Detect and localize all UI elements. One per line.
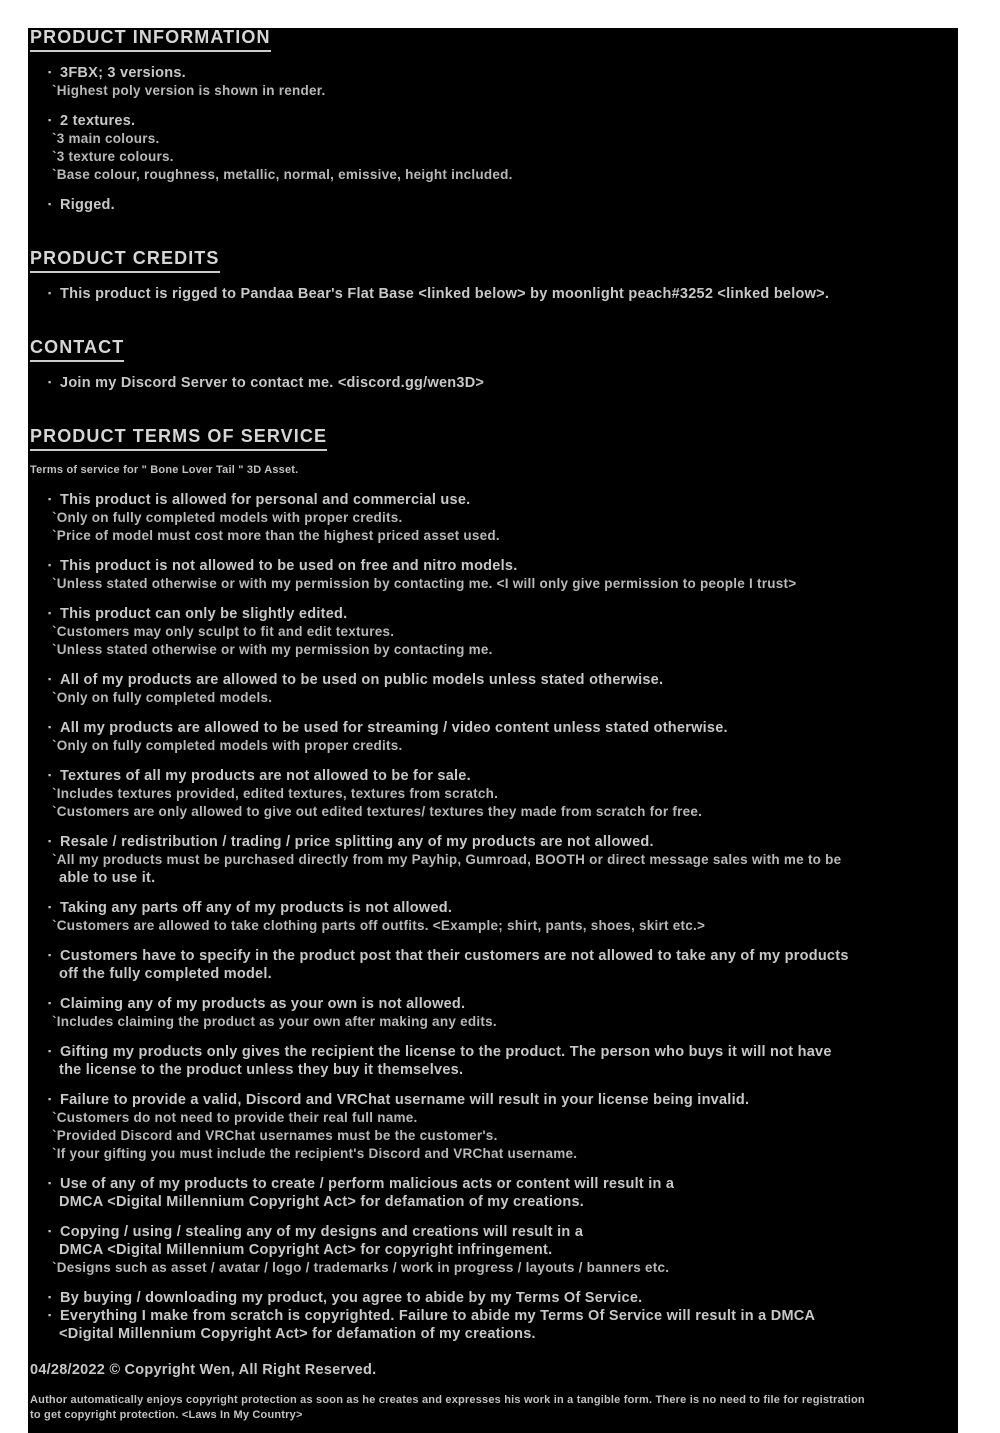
bullet-line: [28, 767, 958, 785]
line-group: [28, 833, 958, 887]
sub-line-text: `Only on fully completed models with proper credits.: [52, 510, 403, 525]
sub-line: [28, 641, 958, 659]
bullet-icon: ▪: [48, 1310, 52, 1320]
continuation-line-text: <Digital Millennium Copyright Act> for defamation of my creations.: [59, 1326, 536, 1342]
bullet-line-text: Join my Discord Server to contact me. <discord.gg/wen3D>: [60, 375, 485, 391]
section-heading: CONTACT: [30, 337, 124, 362]
bullet-line-text: Rigged.: [60, 197, 115, 213]
bullet-icon: ▪: [48, 288, 52, 298]
bullet-icon: ▪: [48, 1292, 52, 1302]
continuation-line-text: able to use it.: [59, 870, 156, 886]
section-heading: PRODUCT TERMS OF SERVICE: [30, 426, 327, 451]
line-group: [28, 605, 958, 659]
sub-line-text: `All my products must be purchased directly from my Payhip, Gumroad, BOOTH or direct message sales with me to be: [52, 852, 842, 867]
line-group: [28, 285, 958, 303]
sub-line-text: `3 main colours.: [52, 131, 160, 146]
bullet-line: [28, 671, 958, 689]
bullet-icon: ▪: [48, 608, 52, 618]
sub-line: [28, 623, 958, 641]
sub-line: [28, 1013, 958, 1031]
line-group: [28, 1043, 958, 1079]
line-group: [28, 112, 958, 184]
sub-line-text: `Designs such as asset / avatar / logo / trademarks / work in progress / layouts / banners etc.: [52, 1260, 670, 1275]
line-group: [28, 767, 958, 821]
line-group: [28, 1289, 958, 1343]
sub-line: [28, 509, 958, 527]
sub-line-text: `If your gifting you must include the recipient's Discord and VRChat username.: [52, 1146, 578, 1161]
bullet-line: [28, 899, 958, 917]
continuation-line: [28, 965, 958, 983]
bullet-line-text: This product is rigged to Pandaa Bear's Flat Base <linked below> by moonlight peach#3252 <linked below>.: [60, 286, 830, 302]
bullet-line: [28, 196, 958, 214]
line-group: [28, 64, 958, 100]
sub-line-text: `Price of model must cost more than the highest priced asset used.: [52, 528, 500, 543]
bullet-icon: ▪: [48, 1046, 52, 1056]
sub-line: [28, 785, 958, 803]
sub-line: [28, 1259, 958, 1277]
sub-line: [28, 82, 958, 100]
continuation-line-text: the license to the product unless they buy it themselves.: [59, 1062, 464, 1078]
sub-line: [28, 1109, 958, 1127]
bullet-icon: ▪: [48, 836, 52, 846]
bullet-line: [28, 1175, 958, 1193]
bullet-line: [28, 1043, 958, 1061]
line-group: [28, 196, 958, 214]
sub-line: [28, 737, 958, 755]
sub-line: [28, 527, 958, 545]
bullet-line-text: Use of any of my products to create / perform malicious acts or content will result in a: [60, 1176, 675, 1192]
line-group: [28, 491, 958, 545]
sub-line: [28, 130, 958, 148]
bullet-line-text: This product is not allowed to be used on free and nitro models.: [60, 558, 518, 574]
bullet-icon: ▪: [48, 199, 52, 209]
bullet-line: [28, 1223, 958, 1241]
sub-line: [28, 148, 958, 166]
sub-line-text: `Customers are allowed to take clothing parts off outfits. <Example; shirt, pants, shoes, skirt etc.>: [52, 918, 706, 933]
sub-line: [28, 1127, 958, 1145]
tos-section-3: [28, 406, 958, 1343]
section-heading: PRODUCT INFORMATION: [30, 27, 271, 52]
sub-line-text: `Provided Discord and VRChat usernames must be the customer's.: [52, 1128, 498, 1143]
line-group: [28, 899, 958, 935]
bullet-line: [28, 1289, 958, 1307]
continuation-line-text: off the fully completed model.: [59, 966, 272, 982]
sub-line-text: `Only on fully completed models with proper credits.: [52, 738, 403, 753]
bullet-line-text: All of my products are allowed to be used on public models unless stated otherwise.: [60, 672, 664, 688]
continuation-line: [28, 1325, 958, 1343]
bullet-line: [28, 112, 958, 130]
bullet-line-text: Resale / redistribution / trading / price splitting any of my products are not allowed.: [60, 834, 654, 850]
bullet-icon: ▪: [48, 1178, 52, 1188]
bullet-icon: ▪: [48, 115, 52, 125]
bullet-line: [28, 833, 958, 851]
bullet-icon: ▪: [48, 674, 52, 684]
continuation-line-text: DMCA <Digital Millennium Copyright Act> for copyright infringement.: [59, 1242, 553, 1258]
line-group: [28, 995, 958, 1031]
sub-line-text: `Includes textures provided, edited textures, textures from scratch.: [52, 786, 499, 801]
bullet-line-text: 2 textures.: [60, 113, 136, 129]
bullet-line: [28, 491, 958, 509]
bullet-line-text: All my products are allowed to be used for streaming / video content unless stated otherwise.: [60, 720, 728, 736]
bullet-line-text: Customers have to specify in the product post that their customers are not allowed to take any of my products: [60, 948, 849, 964]
bullet-line-text: Claiming any of my products as your own is not allowed.: [60, 996, 466, 1012]
line-group: [28, 1175, 958, 1211]
bullet-line-text: 3FBX; 3 versions.: [60, 65, 186, 81]
sub-line-text: `Includes claiming the product as your own after making any edits.: [52, 1014, 497, 1029]
bullet-icon: ▪: [48, 770, 52, 780]
sub-line-text: `Highest poly version is shown in render.: [52, 83, 326, 98]
line-group: [28, 557, 958, 593]
continuation-line: [28, 1241, 958, 1259]
bullet-line-text: Textures of all my products are not allowed to be for sale.: [60, 768, 471, 784]
bullet-line: [28, 995, 958, 1013]
bullet-icon: ▪: [48, 1094, 52, 1104]
sub-line: [28, 575, 958, 593]
bullet-line: [28, 557, 958, 575]
copyright-notice-line-2: to get copyright protection. <Laws In My Country>: [30, 1409, 303, 1421]
sub-line-text: `Base colour, roughness, metallic, normal, emissive, height included.: [52, 167, 513, 182]
sub-line-text: `Customers are only allowed to give out edited textures/ textures they made from scratch for free.: [52, 804, 703, 819]
line-group: [28, 374, 958, 392]
bullet-icon: ▪: [48, 560, 52, 570]
line-group: [28, 1091, 958, 1163]
section-note: Terms of service for " Bone Lover Tail " 3D Asset.: [30, 464, 299, 476]
sub-line-text: `Unless stated otherwise or with my permission by contacting me.: [52, 642, 493, 657]
sub-line-text: `3 texture colours.: [52, 149, 174, 164]
bullet-line: [28, 719, 958, 737]
bullet-icon: ▪: [48, 722, 52, 732]
sub-line-text: `Customers do not need to provide their real full name.: [52, 1110, 418, 1125]
bullet-icon: ▪: [48, 902, 52, 912]
bullet-line: [28, 64, 958, 82]
bullet-line-text: Everything I make from scratch is copyrighted. Failure to abide my Terms Of Service will result in a DMCA: [60, 1308, 816, 1324]
line-group: [28, 671, 958, 707]
bullet-icon: ▪: [48, 1226, 52, 1236]
sub-line-text: `Only on fully completed models.: [52, 690, 273, 705]
bullet-icon: ▪: [48, 494, 52, 504]
sub-line: [28, 166, 958, 184]
sub-line: [28, 803, 958, 821]
bullet-line-text: This product is allowed for personal and commercial use.: [60, 492, 471, 508]
tos-document: [28, 28, 958, 1433]
section-heading: PRODUCT CREDITS: [30, 248, 220, 273]
continuation-line: [28, 869, 958, 887]
bullet-line: [28, 285, 958, 303]
line-group: [28, 947, 958, 983]
tos-section-1: [28, 228, 958, 303]
bullet-line-text: Copying / using / stealing any of my designs and creations will result in a: [60, 1224, 584, 1240]
sub-line: [28, 851, 958, 869]
bullet-icon: ▪: [48, 950, 52, 960]
sub-line: [28, 1145, 958, 1163]
sub-line-text: `Customers may only sculpt to fit and edit textures.: [52, 624, 395, 639]
bullet-line-text: Failure to provide a valid, Discord and VRChat username will result in your license being invalid.: [60, 1092, 750, 1108]
continuation-line-text: DMCA <Digital Millennium Copyright Act> for defamation of my creations.: [59, 1194, 585, 1210]
line-group: [28, 1223, 958, 1277]
bullet-line-text: Taking any parts off any of my products is not allowed.: [60, 900, 453, 916]
copyright-notice-line-1: Author automatically enjoys copyright protection as soon as he creates and expresses his work in a tangible form. There is no need to file for registration: [30, 1394, 865, 1406]
bullet-line-text: This product can only be slightly edited.: [60, 606, 348, 622]
sub-line: [28, 917, 958, 935]
bullet-icon: ▪: [48, 377, 52, 387]
sub-line: [28, 689, 958, 707]
sub-line-text: `Unless stated otherwise or with my permission by contacting me. <I will only give permission to people I trust>: [52, 576, 797, 591]
bullet-line: [28, 1091, 958, 1109]
continuation-line: [28, 1193, 958, 1211]
continuation-line: [28, 1061, 958, 1079]
bullet-line: [28, 374, 958, 392]
tos-section-0: [28, 28, 958, 214]
bullet-line: [28, 947, 958, 965]
sections-container: [28, 28, 958, 1343]
bullet-line-text: Gifting my products only gives the recipient the license to the product. The person who buys it will not have: [60, 1044, 832, 1060]
copyright-line: 04/28/2022 © Copyright Wen, All Right Reserved.: [30, 1362, 377, 1378]
bullet-line-text: By buying / downloading my product, you agree to abide by my Terms Of Service.: [60, 1290, 643, 1306]
bullet-line: [28, 605, 958, 623]
tos-section-2: [28, 317, 958, 392]
bullet-line: [28, 1307, 958, 1325]
bullet-icon: ▪: [48, 998, 52, 1008]
line-group: [28, 719, 958, 755]
bullet-icon: ▪: [48, 67, 52, 77]
